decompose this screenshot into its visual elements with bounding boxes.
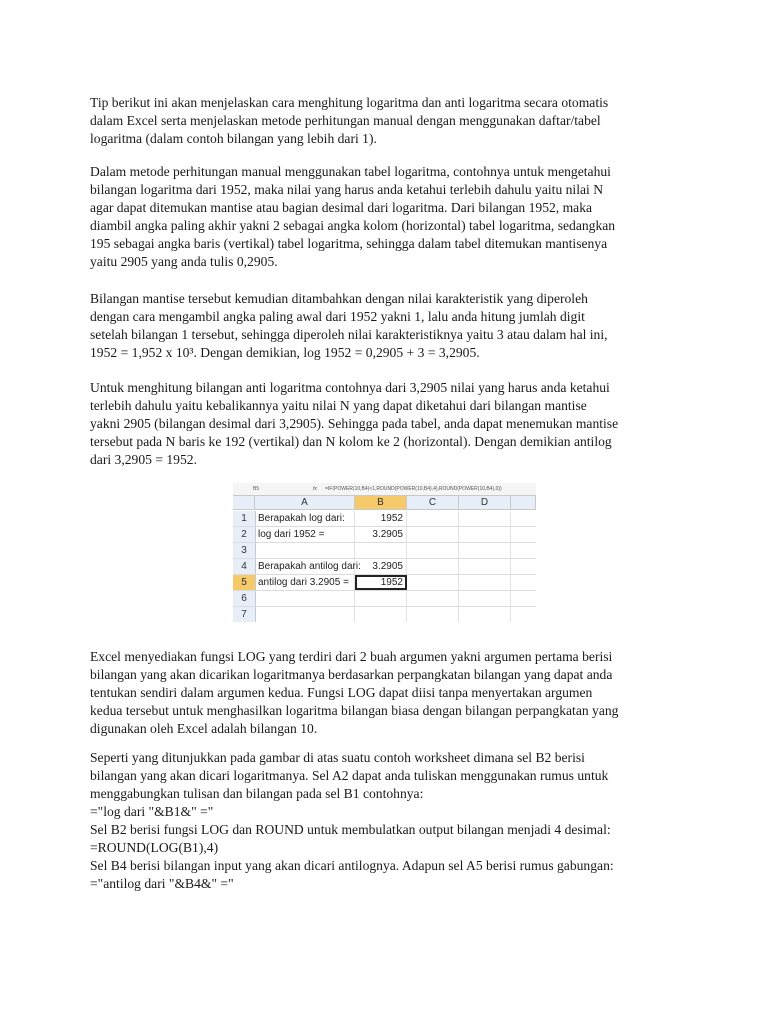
paragraph-worksheet-example <box>90 749 690 893</box>
cell-c3 <box>407 543 459 558</box>
cell-a7 <box>255 607 355 622</box>
cell-b1: 1952 <box>355 511 407 526</box>
text-line: yaitu 2905 yang anda tulis 0,2905. <box>90 254 278 269</box>
cell-d6 <box>459 591 511 606</box>
paragraph-antilog <box>90 379 690 469</box>
paragraph-characteristic <box>90 290 690 362</box>
sheet-row <box>233 559 536 575</box>
text-line: Untuk menghitung bilangan anti logaritma contohnya dari 3,2905 nilai yang harus anda ketahui <box>90 380 610 395</box>
name-box: B5 <box>253 486 260 492</box>
sheet-row <box>233 543 536 559</box>
cell-c2 <box>407 527 459 542</box>
paragraph-manual-log <box>90 163 690 271</box>
formula-line: ="log dari "&B1&" =" <box>90 804 214 819</box>
cell-a4: Berapakah antilog dari: <box>255 559 355 574</box>
formula-text: =IF(POWER(10,B4)<1,ROUND(POWER(10,B4),4),ROUND(POWER(10,B4),0)) <box>325 486 502 492</box>
row-header: 4 <box>233 559 256 574</box>
cell-d2 <box>459 527 511 542</box>
text-line: Tip berikut ini akan menjelaskan cara menghitung logaritma dan anti logaritma secara otomatis <box>90 95 609 110</box>
cell-b4: 3.2905 <box>355 559 407 574</box>
fx-icon: fx <box>313 486 317 492</box>
sheet-row <box>233 575 536 591</box>
text-line: Sel B4 berisi bilangan input yang akan dicari antilognya. Adapun sel A5 berisi rumus gabungan: <box>90 858 614 873</box>
text-line: bilangan logaritma dari 1952, maka nilai yang harus anda ketahui terlebih dahulu yaitu nilai N <box>90 182 604 197</box>
sheet-row <box>233 607 536 623</box>
text-line: agar dapat ditemukan mantise atau bagian desimal dari logaritma. Dari bilangan 1952, maka <box>90 200 593 215</box>
row-header: 3 <box>233 543 256 558</box>
text-line: logaritma (dalam contoh bilangan yang lebih dari 1). <box>90 131 377 146</box>
cell-b6 <box>355 591 407 606</box>
cell-c7 <box>407 607 459 622</box>
cell-d7 <box>459 607 511 622</box>
text-line: terlebih dahulu yaitu kebalikannya yaitu nilai N yang dapat diketahui dari bilangan mantise <box>90 398 587 413</box>
cell-c4 <box>407 559 459 574</box>
text-line: 195 sebagai angka baris (vertikal) tabel logaritma, sehingga dalam tabel ditemukan mantisenya <box>90 236 608 251</box>
text-line: setelah bilangan 1 tersebut, sehingga diperoleh nilai karakteristiknya yaitu 3 atau dalam hal ini, <box>90 327 608 342</box>
cell-d1 <box>459 511 511 526</box>
text-line: dengan cara mengambil angka paling awal dari 1952 yakni 1, lalu anda hitung jumlah digit <box>90 309 585 324</box>
paragraph-excel-log <box>90 648 690 738</box>
row-header: 2 <box>233 527 256 542</box>
cell-a3 <box>255 543 355 558</box>
sheet-row <box>233 511 536 527</box>
text-line: yakni 2905 (bilangan desimal dari 3,2905). Sehingga pada tabel, anda dapat menemukan mantise <box>90 416 619 431</box>
cell-a6 <box>255 591 355 606</box>
paragraph-intro <box>90 94 690 148</box>
cell-a2: log dari 1952 = <box>255 527 355 542</box>
cell-a5: antilog dari 3.2905 = <box>255 575 355 590</box>
cell-b3 <box>355 543 407 558</box>
text-line: kedua tersebut untuk menghasilkan logaritma bilangan biasa dengan bilangan perpangkatan yang <box>90 703 619 718</box>
cell-c1 <box>407 511 459 526</box>
text-line: Sel B2 berisi fungsi LOG dan ROUND untuk membulatkan output bilangan menjadi 4 desimal: <box>90 822 611 837</box>
text-line: Seperti yang ditunjukkan pada gambar di atas suatu contoh worksheet dimana sel B2 berisi <box>90 750 585 765</box>
cell-c6 <box>407 591 459 606</box>
text-line: Bilangan mantise tersebut kemudian ditambahkan dengan nilai karakteristik yang diperoleh <box>90 291 588 306</box>
row-header: 7 <box>233 607 256 622</box>
text-line: dalam Excel serta menjelaskan metode perhitungan manual dengan menggunakan daftar/tabel <box>90 113 601 128</box>
text-line: Dalam metode perhitungan manual menggunakan tabel logaritma, contohnya untuk mengetahui <box>90 164 611 179</box>
sheet-row <box>233 527 536 543</box>
column-header-d: D <box>459 496 511 510</box>
text-line: tersebut pada N baris ke 192 (vertikal) dan N kolom ke 2 (horizontal). Dengan demikian antilog <box>90 434 612 449</box>
corner-header <box>233 496 255 510</box>
column-header-e <box>511 496 536 510</box>
formula-line: ="antilog dari "&B4&" =" <box>90 876 234 891</box>
column-header-c: C <box>407 496 459 510</box>
cell-d4 <box>459 559 511 574</box>
excel-screenshot <box>233 483 536 628</box>
text-line: 1952 = 1,952 x 10³. Dengan demikian, log 1952 = 0,2905 + 3 = 3,2905. <box>90 345 480 360</box>
column-header-a: A <box>255 496 355 510</box>
text-line: digunakan oleh Excel adalah bilangan 10. <box>90 721 318 736</box>
text-line: bilangan yang akan dicari logaritmanya. Sel A2 dapat anda tuliskan menggunakan rumus untuk <box>90 768 609 783</box>
cell-c5 <box>407 575 459 590</box>
formula-bar <box>233 483 536 496</box>
cell-d3 <box>459 543 511 558</box>
cell-b5-selected: 1952 <box>355 575 407 590</box>
text-line: diambil angka paling akhir yakni 2 sebagai angka kolom (horizontal) tabel logaritma, sedangkan <box>90 218 616 233</box>
text-line: Excel menyediakan fungsi LOG yang terdiri dari 2 buah argumen yakni argumen pertama berisi <box>90 649 613 664</box>
row-header: 1 <box>233 511 256 526</box>
text-line: menggabungkan tulisan dan bilangan pada sel B1 contohnya: <box>90 786 424 801</box>
text-line: bilangan yang akan dicarikan logaritmanya berdasarkan perpangkatan bilangan yang dapat anda <box>90 667 613 682</box>
column-header-b: B <box>355 496 407 510</box>
row-header: 6 <box>233 591 256 606</box>
formula-line: =ROUND(LOG(B1),4) <box>90 840 219 855</box>
text-line: dari 3,2905 = 1952. <box>90 452 197 467</box>
text-line: tentukan sendiri dalam argumen kedua. Fungsi LOG dapat diisi tanpa menyertakan argumen <box>90 685 593 700</box>
cell-b2: 3.2905 <box>355 527 407 542</box>
cell-d5 <box>459 575 511 590</box>
row-header: 5 <box>233 575 256 590</box>
cell-a1: Berapakah log dari: <box>255 511 355 526</box>
sheet-row <box>233 591 536 607</box>
cell-b7 <box>355 607 407 622</box>
